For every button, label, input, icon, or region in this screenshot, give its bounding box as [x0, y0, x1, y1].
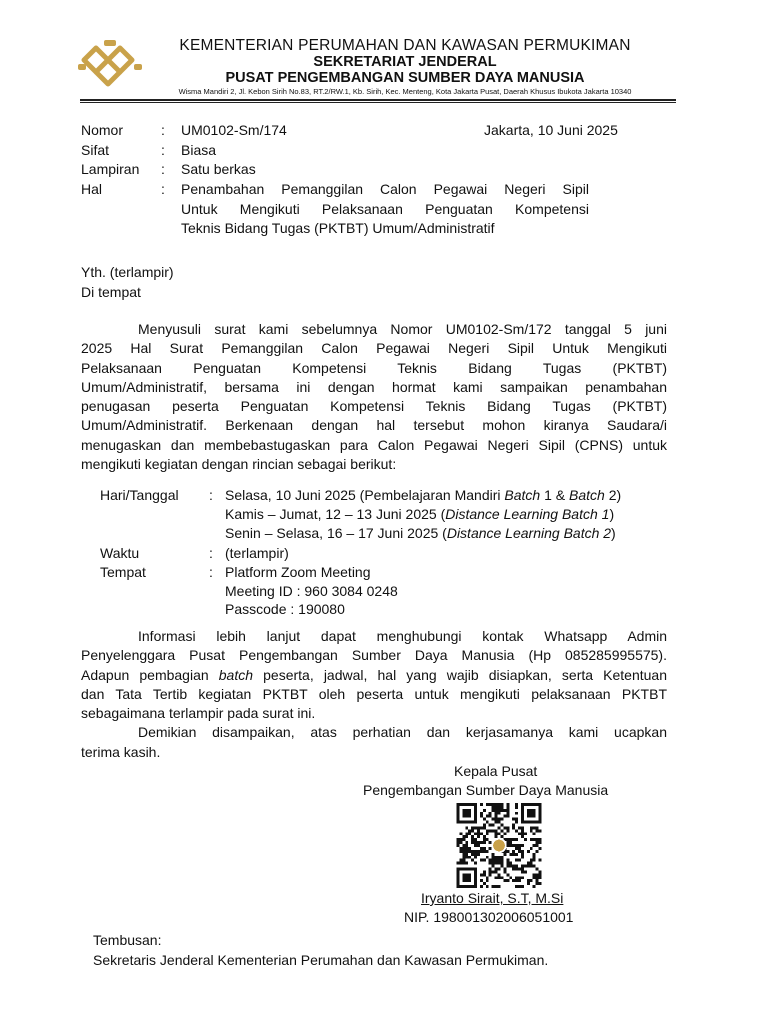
ministry-logo: [78, 38, 142, 90]
tempat-label: Tempat: [100, 564, 146, 580]
nomor-value: UM0102-Sm/174: [181, 122, 287, 138]
cc-item: Sekretaris Jenderal Kementerian Perumahan dan Kawasan Permukiman.: [93, 952, 549, 968]
hal-line: Untuk Mengikuti Pelaksanaan Penguatan Kompetensi: [181, 200, 589, 217]
text-line: dan Tata Tertib kegiatan PKTBT oleh peserta untuk mengikuti pelaksanaan PKTBT: [81, 685, 667, 702]
hal-line: Teknis Bidang Tugas (PKTBT) Umum/Administratif: [181, 220, 495, 236]
text-line: [81, 666, 667, 685]
text-line: sebagaimana terlampir pada surat ini.: [81, 705, 316, 722]
nomor-label: Nomor: [81, 122, 124, 138]
place-date: Jakarta, 10 Juni 2025: [484, 122, 618, 138]
waktu-label: Waktu: [100, 545, 140, 561]
text-line: menugaskan dan membebastugaskan para Calon Pegawai Negeri Sipil (CPNS) untuk: [81, 436, 667, 453]
sifat-value: Biasa: [181, 142, 217, 158]
waktu-value: (terlampir): [225, 545, 289, 561]
body-paragraph-1: [81, 320, 667, 474]
text-line: penugasan peserta Penguatan Kompetensi Teknis Bidang Tugas (PKTBT): [81, 398, 667, 415]
colon: :: [161, 142, 165, 158]
colon: :: [209, 564, 213, 580]
signatory-unit: Pengembangan Sumber Daya Manusia: [363, 782, 609, 798]
hari-label: Hari/Tanggal: [100, 487, 179, 503]
recipient-place: Di tempat: [81, 284, 141, 300]
hal-value: [181, 180, 589, 239]
text-span: Distance Learning Batch 1: [445, 506, 610, 522]
text-span: Selasa, 10 Juni 2025 (Pembelajaran Mandiri: [225, 487, 505, 503]
cc-label: Tembusan:: [93, 932, 162, 948]
schedule-line-2: [225, 505, 614, 525]
body-paragraph-2: [81, 627, 667, 762]
text-span: Batch: [504, 487, 541, 503]
recipient: Yth. (terlampir): [81, 264, 174, 280]
text-line: Umum/Administratif, bersama ini dengan hormat kami sampaikan penambahan: [81, 378, 667, 395]
signatory-name: Iryanto Sirait, S.T, M.Si: [421, 890, 564, 906]
text-span: batch: [218, 666, 254, 683]
text-span: ): [611, 525, 616, 541]
text-line: Pelaksanaan Penguatan Kompetensi Teknis Bidang Tugas (PKTBT): [81, 359, 667, 376]
text-span: Adapun pembagian: [81, 666, 219, 683]
signatory-nip: NIP. 198001302006051001: [404, 909, 574, 925]
text-line: Menyusuli surat kami sebelumnya Nomor UM0102-Sm/172 tanggal 5 juni: [138, 321, 667, 337]
colon: :: [161, 181, 165, 197]
colon: :: [161, 122, 165, 138]
text-span: peserta, jadwal, hal yang wajib disiapkan, serta Ketentuan: [253, 666, 667, 683]
text-span: ): [609, 506, 615, 522]
text-line: terima kasih.: [81, 743, 161, 760]
colon: :: [209, 487, 213, 503]
signatory-title: Kepala Pusat: [454, 763, 538, 779]
letterhead-divider: [80, 99, 676, 101]
passcode: Passcode : 190080: [225, 601, 345, 617]
letterhead-divider-thin: [80, 102, 676, 103]
lampiran-label: Lampiran: [81, 161, 140, 177]
text-span: 2): [604, 487, 622, 503]
center-name: PUSAT PENGEMBANGAN SUMBER DAYA MANUSIA: [225, 70, 585, 86]
letterhead-address: Wisma Mandiri 2, Jl. Kebon Sirih No.83, RT.2/RW.1, Kb. Sirih, Kec. Menteng, Kota Jakarta Pusat, Daerah Khusus Ibukota Jakarta 10340: [178, 87, 632, 96]
hal-line: Penambahan Pemanggilan Calon Pegawai Negeri Sipil: [181, 181, 589, 197]
text-span: Batch: [569, 487, 605, 503]
text-line: Informasi lebih lanjut dapat menghubungi kontak Whatsapp Admin: [138, 628, 667, 644]
hal-label: Hal: [81, 181, 103, 197]
lampiran-value: Satu berkas: [181, 161, 256, 177]
ministry-name: KEMENTERIAN PERUMAHAN DAN KAWASAN PERMUKIMAN: [179, 37, 631, 54]
meeting-id: Meeting ID : 960 3084 0248: [225, 583, 398, 599]
colon: :: [161, 161, 165, 177]
text-span: 1 &: [540, 487, 569, 503]
signature-qr-code: [455, 803, 543, 888]
tempat-value: Platform Zoom Meeting: [225, 564, 371, 580]
schedule-line-1: [225, 486, 621, 506]
text-span: Senin – Selasa, 16 – 17 Juni 2025 (: [225, 525, 447, 541]
text-line: Penyelenggara Pusat Pengembangan Sumber Daya Manusia (Hp 085285995575).: [81, 647, 667, 664]
text-line: Demikian disampaikan, atas perhatian dan kerjasamanya kami ucapkan: [138, 724, 667, 741]
text-line: Umum/Administratif. Berkenaan dengan hal tersebut mohon kiranya Saudara/i: [81, 417, 667, 434]
secretariat-name: SEKRETARIAT JENDERAL: [313, 54, 497, 70]
text-span: Kamis – Jumat, 12 – 13 Juni 2025 (: [225, 506, 446, 522]
sifat-label: Sifat: [81, 142, 110, 158]
colon: :: [209, 545, 213, 561]
text-line: mengikuti kegiatan dengan rincian sebagai berikut:: [81, 456, 397, 473]
text-span: Distance Learning Batch 2: [446, 525, 612, 541]
text-line: 2025 Hal Surat Pemanggilan Calon Pegawai Negeri Sipil Untuk Mengikuti: [81, 340, 667, 357]
schedule-line-3: [225, 524, 616, 544]
